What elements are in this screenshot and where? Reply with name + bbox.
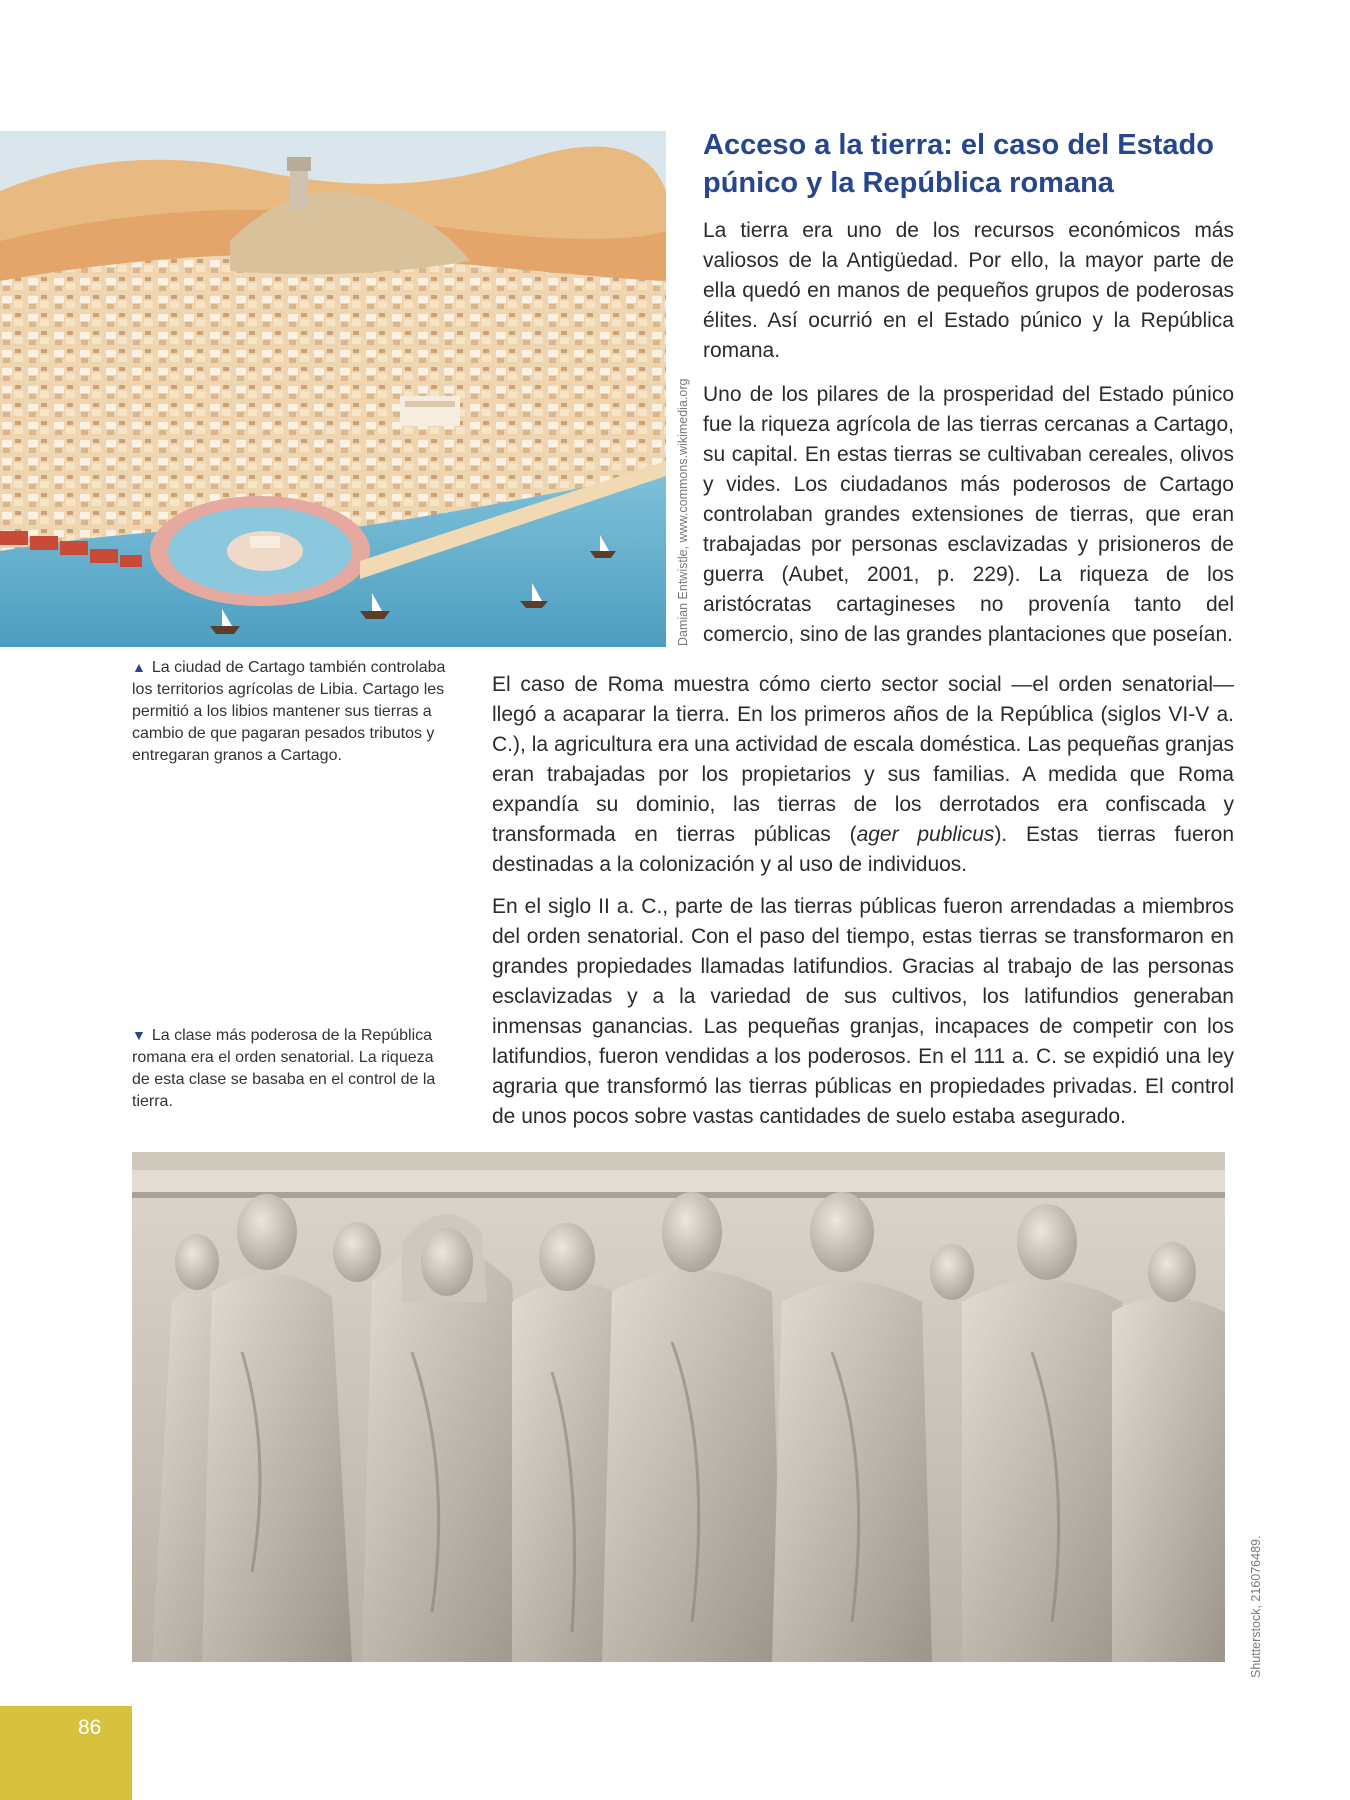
triangle-down-icon: ▼ [132,1027,146,1043]
paragraph-rome [492,670,1234,880]
page-number-tab [0,1706,132,1800]
carthage-illustration [0,131,666,647]
caption-carthage-text: La ciudad de Cartago también controlaba los territorios agrícolas de Libia. Cartago les permitió a los libios mantener sus tierras a cambio de que pagaran pesados tributos y entregaran granos a Cartago. [132,659,446,764]
paragraph-rome-text-1: El caso de Roma muestra cómo cierto sector social —el orden senatorial— llegó a acaparar la tierra. En los primeros años de la República (siglos VI-V a. C.), la agricultura era una actividad de escala doméstica. Las pequeñas granjas eran trabajadas por los propietarios y sus familias. A medida que Roma expandía su dominio, las tierras de los derrotados era confiscada y transformada en tierras públicas ( [492,673,1234,846]
paragraph-latifundia: En el siglo II a. C., parte de las tierras públicas fueron arrendadas a miembros del orden senatorial. Con el paso del tiempo, estas tierras se transformaron en grandes propiedades llamadas latifundios. Gracias al trabajo de las personas esclavizadas y a la variedad de sus cultivos, los latifundios generaban inmensas ganancias. Las pequeñas granjas, incapaces de competir con los latifundios, fueron vendidas a los poderosos. En el 111 a. C. se expidió una ley agraria que transformó las tierras públicas en propiedades privadas. El control de unos pocos sobre vastas cantidades de suelo estaba asegurado. [492,895,1234,1128]
photo-credit-carthage: Damian Entwistle, www.commons.wikimedia.org [676,378,690,646]
page-number: 86 [78,1716,102,1739]
photo-credit-relief: Shutterstock, 216076489. [1249,1535,1263,1678]
triangle-up-icon: ▲ [132,659,146,675]
section-title: Acceso a la tierra: el caso del Estado púnico y la República romana [703,129,1214,199]
paragraph-intro: La tierra era uno de los recursos económicos más valiosos de la Antigüedad. Por ello, la mayor parte de ella quedó en manos de pequeños grupos de poderosas élites. Así ocurrió en el Estado púnico y la República romana. [703,219,1234,362]
ager-publicus-term: ager publicus [856,823,995,846]
caption-relief-text: La clase más poderosa de la República romana era el orden senatorial. La riqueza de esta clase se basaba en el control de la tierra. [132,1027,436,1110]
paragraph-punic-state: Uno de los pilares de la prosperidad del Estado púnico fue la riqueza agrícola de las tierras cercanas a Cartago, su capital. En estas tierras se cultivaban cereales, olivos y vides. Los ciudadanos más poderosos de Cartago controlaban grandes extensiones de tierras, que eran trabajadas por personas esclavizadas y prisioneros de guerra (Aubet, 2001, p. 229). La riqueza de los aristócratas cartagineses no provenía tanto del comercio, sino de las grandes plantaciones que poseían. [703,383,1234,646]
paragraph-rome-text-2: ). Estas tierras fueron destinadas a la colonización y al uso de individuos. [492,823,1234,876]
roman-relief-photo [132,1152,1225,1662]
caption-relief [132,1024,452,1113]
caption-carthage [132,656,452,767]
